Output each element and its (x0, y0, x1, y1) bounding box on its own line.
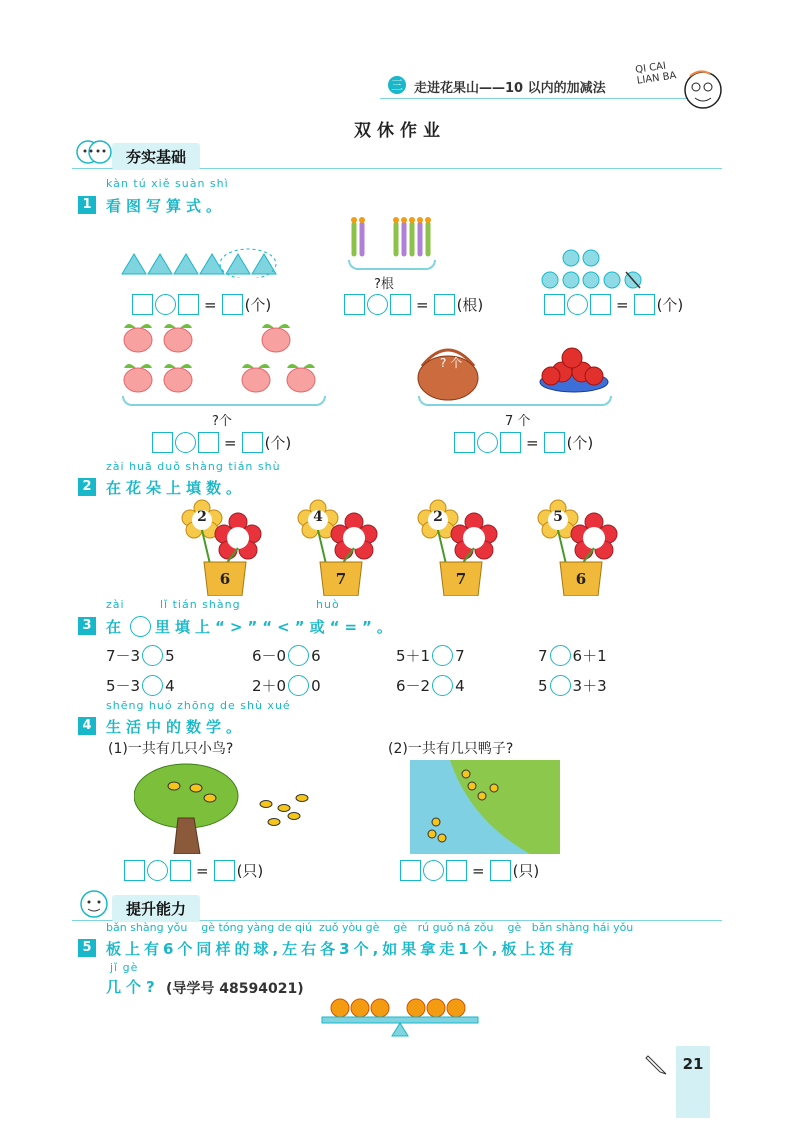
comparison-item (252, 645, 321, 666)
flower-pot-4 (536, 496, 626, 596)
q2-number: 2 (78, 478, 96, 496)
answer-box[interactable] (490, 860, 511, 881)
q5-text-line2: 几个? (106, 978, 160, 996)
unit-label: (只) (236, 862, 264, 880)
flower-top-number: 5 (553, 509, 563, 525)
operator-circle[interactable] (367, 294, 388, 315)
q5-pinyin-2: jǐ gè (110, 961, 139, 974)
q3-pinyin-2: lǐ tián shàng (160, 598, 241, 611)
operator-circle[interactable] (567, 294, 588, 315)
flower-pot-2 (296, 496, 386, 596)
flower-top-number: 2 (433, 509, 443, 525)
blank-circle-sample (130, 616, 151, 637)
q3-pinyin-1: zài (106, 598, 125, 611)
q4-equation-2 (400, 860, 539, 881)
answer-box[interactable] (400, 860, 421, 881)
comparison-answer-circle[interactable] (550, 675, 571, 696)
peaches-brace (122, 396, 326, 406)
q4-sub2: (2)一共有几只鸭子? (388, 741, 514, 757)
comparison-right: 7 (455, 646, 465, 665)
comparison-right: 6＋1 (572, 647, 607, 665)
q1-equation-4 (152, 432, 291, 453)
comparison-left: 2＋0 (252, 677, 287, 695)
seesaw-balls-picture (320, 996, 480, 1038)
pencil-icon (644, 1050, 672, 1078)
operator-circle[interactable] (477, 432, 498, 453)
q1-number: 1 (78, 196, 96, 214)
flower-top-number: 4 (313, 509, 323, 525)
unit-number-badge: 三 (388, 76, 406, 94)
unit-label: (个) (656, 296, 684, 314)
logo-text: QI CAI LIAN BA (634, 60, 678, 87)
q3-number: 3 (78, 617, 96, 635)
comparison-answer-circle[interactable] (142, 675, 163, 696)
pot-total-number: 7 (455, 570, 467, 588)
answer-box[interactable] (344, 294, 365, 315)
answer-box[interactable] (198, 432, 219, 453)
comparison-item (396, 645, 465, 666)
q1-text: 看图写算式。 (106, 197, 227, 215)
unit-label: (个) (264, 434, 292, 452)
comparison-item (396, 675, 465, 696)
q3-text-part1: 在 (106, 618, 127, 636)
page-number: 21 (682, 1055, 704, 1073)
q4-sub1: (1)一共有几只小鸟? (108, 741, 234, 757)
sticks-picture (346, 212, 436, 262)
basket-label: ? 个 (440, 356, 463, 370)
sticks-brace (348, 260, 436, 270)
unit-label: (个) (566, 434, 594, 452)
comparison-left: 6－2 (396, 677, 431, 695)
comparison-grid (106, 645, 666, 705)
answer-box[interactable] (500, 432, 521, 453)
answer-box[interactable] (124, 860, 145, 881)
comparison-item (106, 675, 175, 696)
basket-brace (418, 396, 612, 406)
comparison-right: 6 (311, 646, 321, 665)
q3-text (106, 616, 397, 637)
q1-equation-2 (344, 294, 483, 315)
comparison-item (252, 675, 321, 696)
flower-pots-group (180, 496, 620, 596)
comparison-right: 5 (165, 646, 175, 665)
flower-blank-center[interactable] (344, 528, 364, 548)
q1-equation-3 (544, 294, 683, 315)
operator-circle[interactable] (423, 860, 444, 881)
flower-pot-1 (180, 496, 270, 596)
comparison-right: 4 (165, 676, 175, 695)
peaches-label: ?个 (212, 414, 232, 429)
equals-sign: = (204, 295, 217, 314)
cartoon-character-icon (74, 886, 114, 920)
guide-number: (导学号 48594021) (166, 981, 304, 997)
equals-sign: = (616, 295, 629, 314)
pot-total-number: 6 (219, 570, 231, 588)
comparison-answer-circle[interactable] (432, 645, 453, 666)
answer-box[interactable] (446, 860, 467, 881)
basket-total-label: 7 个 (505, 414, 531, 429)
answer-box[interactable] (454, 432, 475, 453)
operator-circle[interactable] (175, 432, 196, 453)
q5-number: 5 (78, 939, 96, 957)
flower-blank-center[interactable] (464, 528, 484, 548)
answer-box[interactable] (544, 294, 565, 315)
cartoon-face-icon (680, 68, 726, 112)
q1-equation-5 (454, 432, 593, 453)
equals-sign: = (196, 861, 209, 880)
unit-title: 走进花果山——10 以内的加减法 (414, 81, 606, 96)
unit-label: (个) (244, 296, 272, 314)
answer-box[interactable] (222, 294, 243, 315)
answer-box[interactable] (214, 860, 235, 881)
comparison-right: 0 (311, 676, 321, 695)
q4-text: 生活中的数学。 (106, 718, 247, 736)
page-title: 双休作业 (354, 121, 446, 141)
unit-label: (根) (456, 296, 484, 314)
comparison-answer-circle[interactable] (288, 645, 309, 666)
q4-pinyin: shēng huó zhōng de shù xué (106, 699, 291, 712)
comparison-left: 7 (538, 646, 548, 665)
equals-sign: = (224, 433, 237, 452)
river-ducks-picture (410, 760, 560, 854)
comparison-answer-circle[interactable] (550, 645, 571, 666)
q4-number: 4 (78, 717, 96, 735)
answer-box[interactable] (242, 432, 263, 453)
q2-text: 在花朵上填数。 (106, 479, 247, 497)
comparison-left: 5 (538, 676, 548, 695)
pot-total-number: 7 (335, 570, 347, 588)
section-title-advanced: 提升能力 (112, 895, 200, 922)
comparison-item (538, 645, 607, 666)
triangles-picture (118, 246, 278, 278)
q1-equation-1 (132, 294, 271, 315)
flower-pot-3 (416, 496, 506, 596)
answer-box[interactable] (132, 294, 153, 315)
q3-text-part2: 里填上“>”“<”或“=”。 (155, 618, 397, 636)
sticks-label: ?根 (374, 277, 394, 292)
operator-circle[interactable] (155, 294, 176, 315)
answer-box[interactable] (152, 432, 173, 453)
equals-sign: = (526, 433, 539, 452)
circles-picture (538, 248, 648, 292)
equals-sign: = (472, 861, 485, 880)
answer-box[interactable] (590, 294, 611, 315)
comparison-item (106, 645, 175, 666)
equals-sign: = (416, 295, 429, 314)
comparison-left: 5＋1 (396, 647, 431, 665)
q5-pinyin-1: bǎn shàng yǒu gè tóng yàng de qiú zuǒ yòu gè gè rú guǒ ná zǒu gè bǎn shàng hái yǒu (106, 921, 634, 934)
comparison-right: 3＋3 (572, 677, 607, 695)
comparison-answer-circle[interactable] (142, 645, 163, 666)
comparison-answer-circle[interactable] (288, 675, 309, 696)
comparison-item (538, 675, 607, 696)
flower-blank-center[interactable] (584, 528, 604, 548)
comparison-left: 5－3 (106, 677, 141, 695)
answer-box[interactable] (178, 294, 199, 315)
peaches-picture (116, 316, 326, 396)
section-title-basic: 夯实基础 (112, 143, 200, 170)
tree-birds-picture (134, 758, 324, 854)
q4-equation-1 (124, 860, 263, 881)
cartoon-kids-icon (74, 134, 114, 168)
comparison-left: 7－3 (106, 647, 141, 665)
flower-top-number: 2 (197, 509, 207, 525)
flower-blank-center[interactable] (228, 528, 248, 548)
q1-pinyin: kàn tú xiě suàn shì (106, 177, 229, 190)
pot-total-number: 6 (575, 570, 587, 588)
answer-box[interactable] (634, 294, 655, 315)
answer-box[interactable] (170, 860, 191, 881)
operator-circle[interactable] (147, 860, 168, 881)
answer-box[interactable] (434, 294, 455, 315)
answer-box[interactable] (544, 432, 565, 453)
comparison-left: 6－0 (252, 647, 287, 665)
comparison-right: 4 (455, 676, 465, 695)
q2-pinyin: zài huā duǒ shàng tián shù (106, 460, 281, 473)
answer-box[interactable] (390, 294, 411, 315)
q5-text-line1: 板上有6个同样的球,左右各3个,如果拿走1个,板上还有 (106, 940, 578, 958)
comparison-answer-circle[interactable] (432, 675, 453, 696)
unit-label: (只) (512, 862, 540, 880)
q3-pinyin-3: huò (316, 598, 340, 611)
